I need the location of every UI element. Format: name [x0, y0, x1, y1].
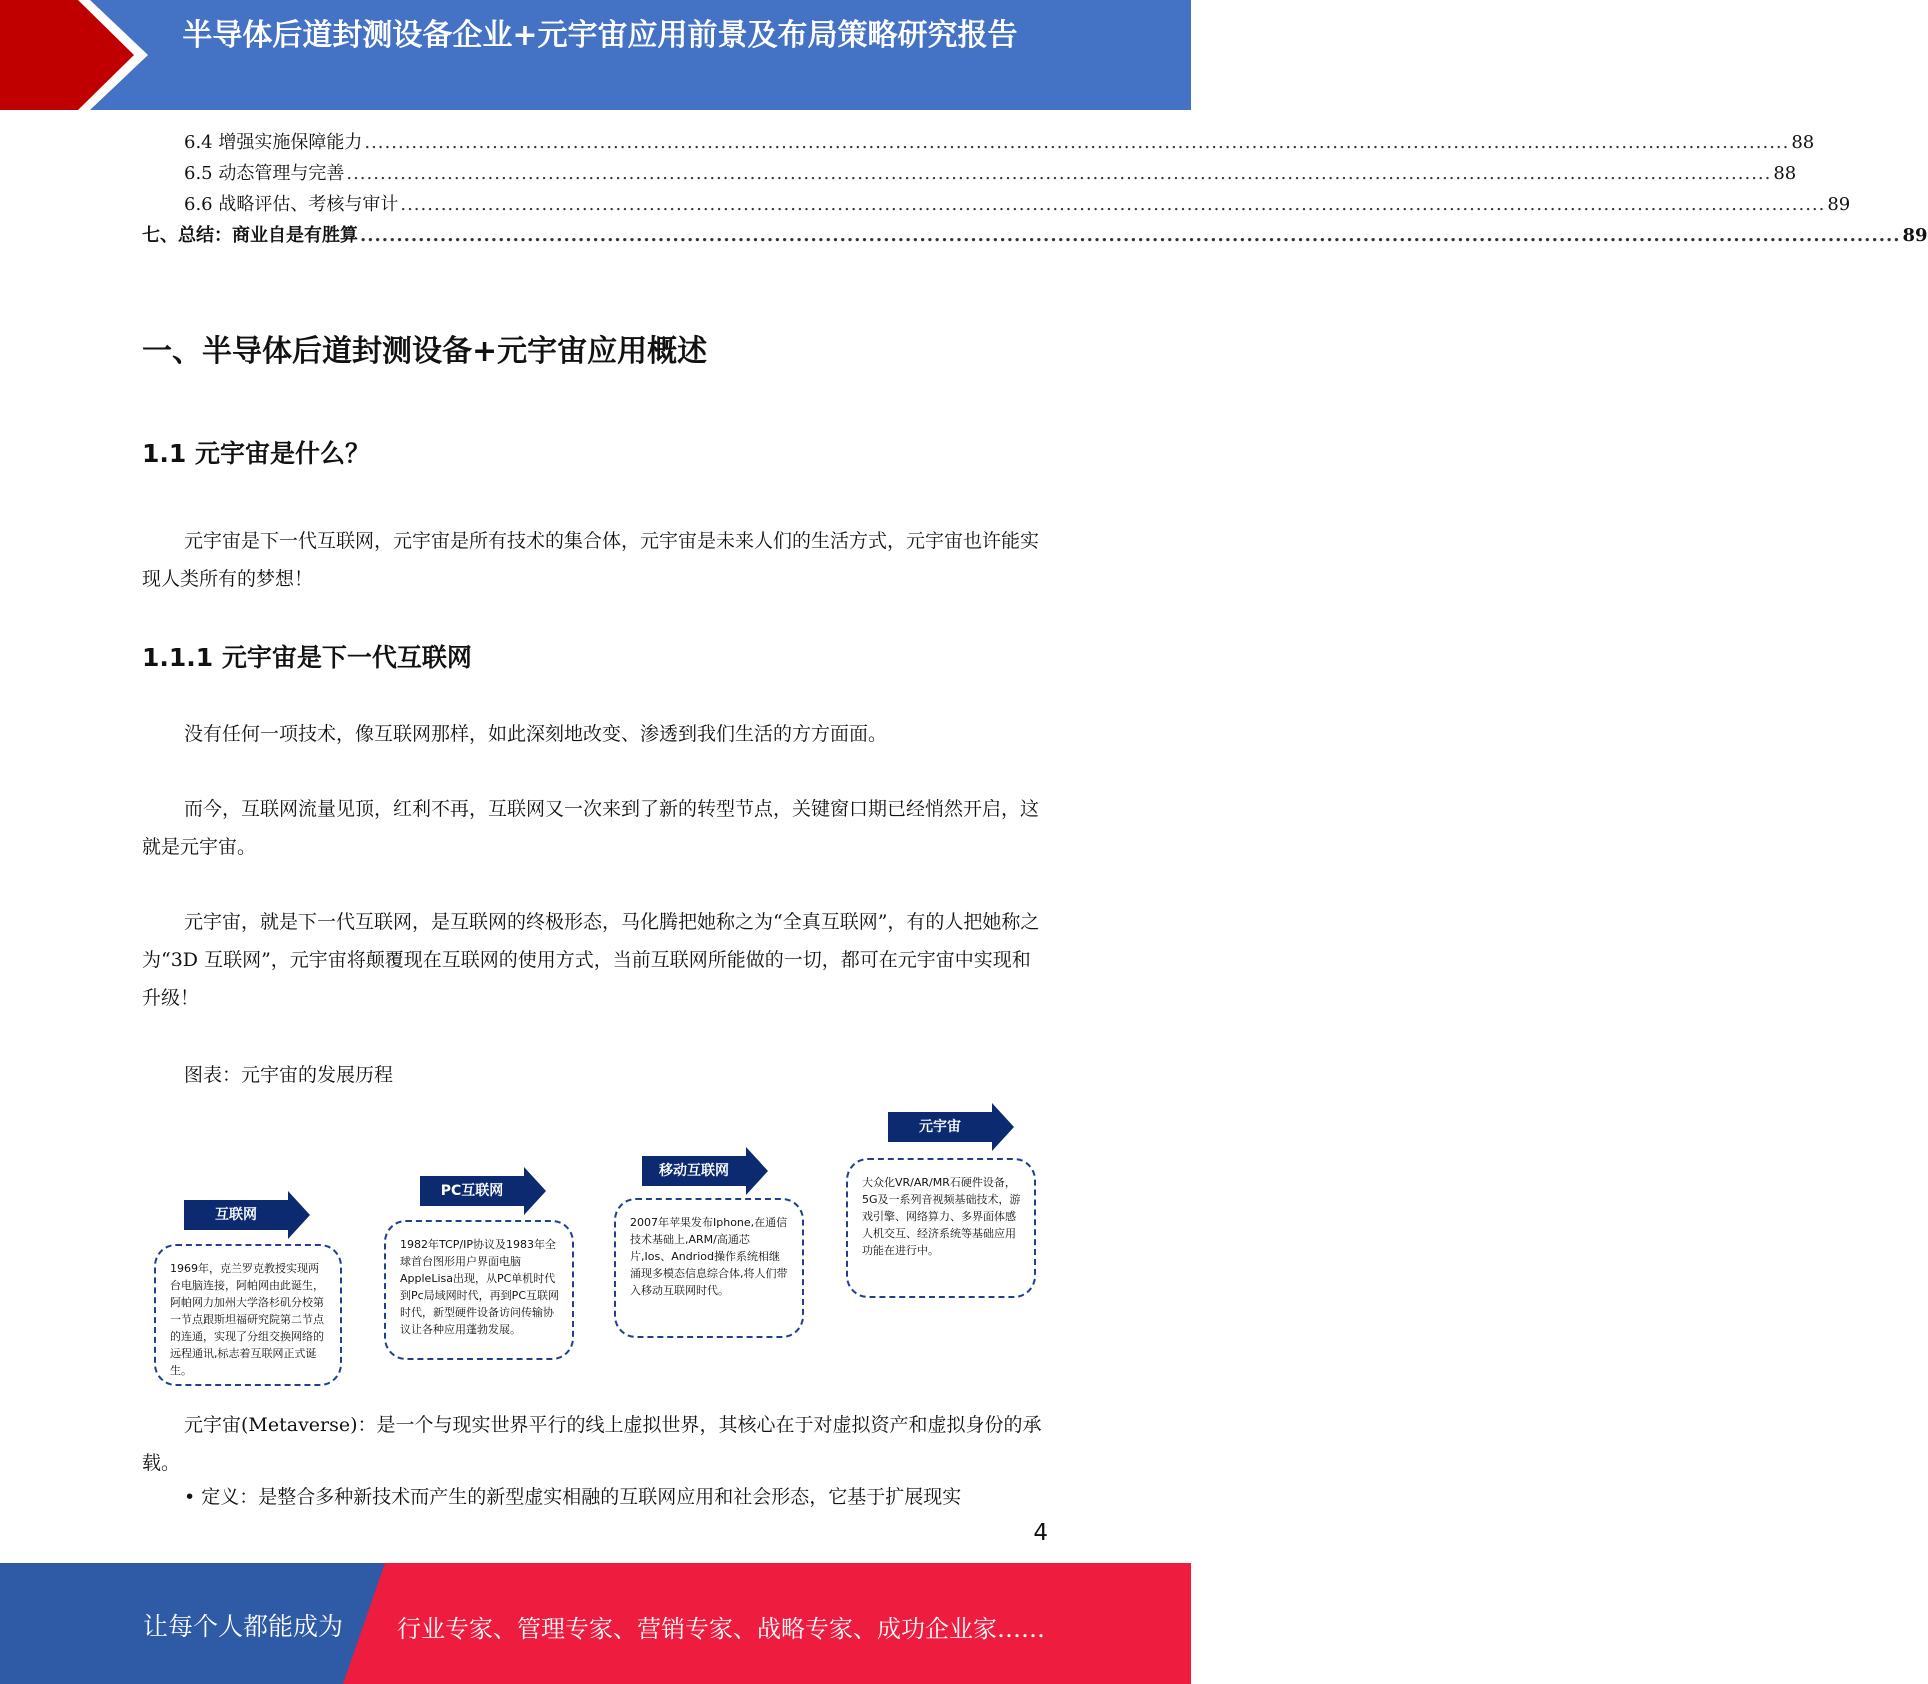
toc-page: 89 [1902, 225, 1928, 246]
stage-box: 2007年苹果发布Iphone,在通信技术基础上,ARM/高通芯片,Ios、Andriod操作系统相继涌现多模态信息综合体,将人们带入移动互联网时代。 [614, 1198, 804, 1338]
bullet-item: • 定义：是整合多种新技术而产生的新型虚实相融的互联网应用和社会形态，它基于扩展现实 [184, 1486, 962, 1508]
timeline-figure [140, 1098, 1050, 1388]
toc-item[interactable] [142, 224, 1928, 248]
toc-leader: .................................................................................................................................................................................................................... [360, 225, 1901, 246]
subsection-heading: 1.1 元宇宙是什么？ [142, 439, 370, 468]
header-title: 半导体后道封测设备企业+元宇宙应用前景及布局策略研究报告 [182, 18, 1018, 53]
toc-leader: .................................................................................................................................................................................................................... [346, 163, 1772, 184]
header-red-chevron [0, 0, 160, 110]
stage-arrow: 元宇宙 [888, 1112, 992, 1142]
toc-page: 89 [1827, 194, 1851, 215]
stage-box: 1982年TCP/IP协议及1983年全球首台图形用户界面电脑AppleLisa出现，从PC单机时代到Pc局域网时代，再到PC互联网时代，新型硬件设备访问传输协议让各种应用蓬勃发展。 [384, 1220, 574, 1360]
toc-label: 6.6 战略评估、考核与审计 [184, 194, 399, 215]
toc-item[interactable] [184, 131, 1815, 155]
stage-arrow: 移动互联网 [642, 1156, 746, 1186]
toc-leader: .................................................................................................................................................................................................................... [400, 194, 1826, 215]
stage-box: 1969年，克兰罗克教授实现两台电脑连接，阿帕网由此诞生，阿帕网力加州大学洛杉矶分校第一节点跟斯坦福研究院第二节点的连通，实现了分组交换网络的远程通讯,标志着互联网正式诞生。 [154, 1244, 342, 1386]
paragraph: 元宇宙是下一代互联网，元宇宙是所有技术的集合体，元宇宙是未来人们的生活方式，元宇宙也许能实现人类所有的梦想！ [142, 530, 1040, 590]
stage-arrow: PC互联网 [420, 1176, 524, 1206]
toc-leader: .................................................................................................................................................................................................................... [364, 132, 1790, 153]
toc-page: 88 [1791, 132, 1815, 153]
toc-label: 6.4 增强实施保障能力 [184, 132, 363, 153]
paragraph: 而今，互联网流量见顶，红利不再，互联网又一次来到了新的转型节点，关键窗口期已经悄然开启，这就是元宇宙。 [142, 798, 1040, 858]
toc-label: 七、总结：商业自是有胜算 [142, 225, 358, 246]
figure-caption: 图表：元宇宙的发展历程 [184, 1064, 394, 1086]
footer-right-text: 行业专家、管理专家、营销专家、战略专家、成功企业家…… [397, 1615, 1045, 1643]
stage-box: 大众化VR/AR/MR石硬件设备，5G及一系列音视频基础技术，游戏引擎、网络算力、多界面体感人机交互、经济系统等基础应用功能在进行中。 [846, 1158, 1036, 1298]
page-number: 4 [1033, 1520, 1048, 1546]
paragraph: 元宇宙(Metaverse)：是一个与现实世界平行的线上虚拟世界，其核心在于对虚拟资产和虚拟身份的承载。 [142, 1414, 1042, 1474]
footer-left-text: 让每个人都能成为 [143, 1612, 344, 1641]
paragraph: 没有任何一项技术，像互联网那样，如此深刻地改变、渗透到我们生活的方方面面。 [184, 723, 888, 745]
toc-item[interactable] [184, 162, 1797, 186]
page-footer [0, 1563, 1191, 1684]
toc-label: 6.5 动态管理与完善 [184, 163, 345, 184]
paragraph: 元宇宙，就是下一代互联网，是互联网的终极形态，马化腾把她称之为“全真互联网”，有的人把她称之为“3D 互联网”，元宇宙将颠覆现在互联网的使用方式，当前互联网所能做的一切，都可在元宇宙中实现和升级！ [142, 911, 1040, 1009]
toc-item[interactable] [184, 193, 1851, 217]
stage-arrow: 互联网 [184, 1200, 288, 1230]
subsubsection-heading: 1.1.1 元宇宙是下一代互联网 [142, 643, 472, 672]
page-header [0, 0, 1191, 110]
toc-page: 88 [1773, 163, 1797, 184]
section-heading: 一、半导体后道封测设备+元宇宙应用概述 [142, 334, 708, 369]
